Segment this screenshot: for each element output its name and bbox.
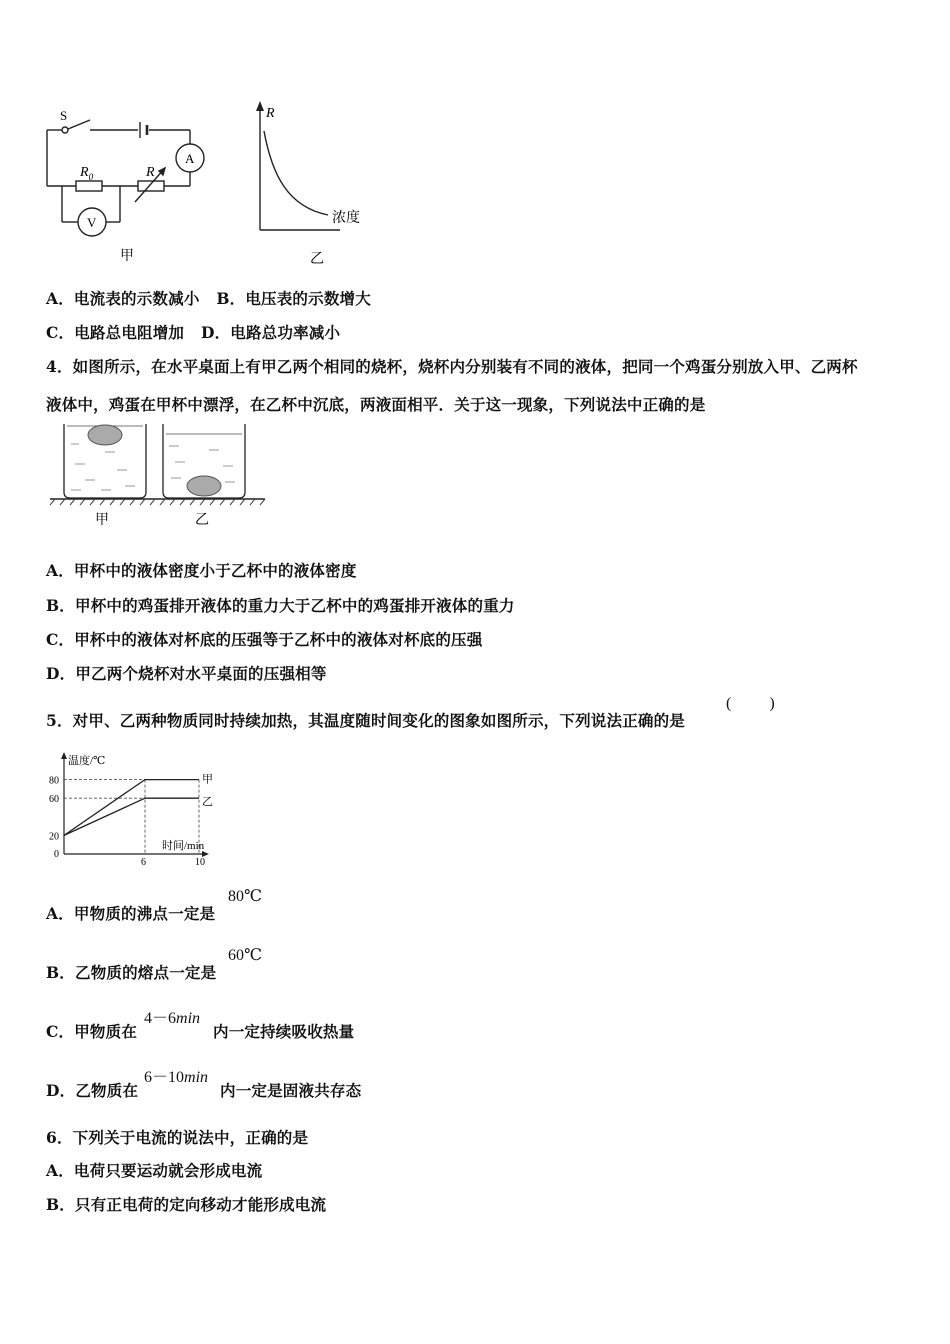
q5-option-c-tail: 内一定持续吸收热量 <box>213 1022 355 1041</box>
series-label-2: 乙 <box>202 796 213 809</box>
q5-option-d: D．乙物质在 <box>46 1081 139 1100</box>
y-tick-0: 0 <box>54 849 59 860</box>
q5-answer-paren: ( ) <box>726 695 775 712</box>
q4-stem-line2: 液体中，鸡蛋在甲杯中漂浮，在乙杯中沉底，两液面相平．关于这一现象，下列说法中正确的是 <box>46 395 706 414</box>
sunken-egg <box>187 476 221 496</box>
x-tick-10: 10 <box>195 857 205 866</box>
q3-options-row2 <box>46 321 340 343</box>
temperature-time-chart <box>40 748 220 866</box>
caption-jia: 甲 <box>120 249 134 264</box>
r0-label: $R_0$ <box>80 165 94 182</box>
y-tick-60: 60 <box>49 794 59 806</box>
chart-y-label: 温度/℃ <box>68 755 106 767</box>
q4-option-c: C．甲杯中的液体对杯底的压强等于乙杯中的液体对杯底的压强 <box>46 630 483 649</box>
caption-yi: 乙 <box>310 252 324 267</box>
q5-option-a-value: 80℃ <box>228 888 262 905</box>
q6-option-a: A．电荷只要运动就会形成电流 <box>46 1161 263 1180</box>
q5-stem: 5．对甲、乙两种物质同时持续加热，其温度随时间变化的图象如图所示，下列说法正确的是 <box>46 711 685 730</box>
q3-option-a: A．电流表的示数减小 <box>46 289 200 308</box>
graph-y-label: R <box>266 106 275 121</box>
q5-option-b: B．乙物质的熔点一定是 <box>46 963 217 982</box>
series-label-1: 甲 <box>202 773 213 786</box>
q3-option-d: D．电路总功率减小 <box>200 323 341 342</box>
ammeter-label: A <box>185 151 195 166</box>
q3-options-row1 <box>46 287 371 309</box>
q5-option-b-value: 60℃ <box>228 947 262 964</box>
beaker-label-yi: 乙 <box>195 513 209 528</box>
q4-option-a: A．甲杯中的液体密度小于乙杯中的液体密度 <box>46 561 357 580</box>
q3-option-b: B．电压表的示数增大 <box>216 289 371 308</box>
q4-option-b: B．甲杯中的鸡蛋排开液体的重力大于乙杯中的鸡蛋排开液体的重力 <box>46 596 515 615</box>
q3-option-c: C．电路总电阻增加 <box>46 323 185 342</box>
resistance-concentration-graph <box>240 95 380 270</box>
x-tick-6: 6 <box>141 857 146 866</box>
q6-option-b: B．只有正电荷的定向移动才能形成电流 <box>46 1195 327 1214</box>
q4-stem-line1: 4．如图所示，在水平桌面上有甲乙两个相同的烧杯，烧杯内分别装有不同的液体，把同一个鸡蛋分别放入甲、乙两杯 <box>46 357 858 376</box>
y-tick-80: 80 <box>49 775 59 787</box>
circuit-diagram <box>40 100 220 272</box>
series-line-2 <box>64 798 199 835</box>
q6-stem: 6．下列关于电流的说法中，正确的是 <box>46 1128 309 1147</box>
series-line-1 <box>64 780 199 836</box>
graph-x-label: 浓度 <box>332 211 360 226</box>
q5-option-d-range: 6－10min <box>144 1069 209 1086</box>
q5-option-d-tail: 内一定是固液共存态 <box>220 1081 362 1100</box>
q5-option-c: C．甲物质在 <box>46 1022 138 1041</box>
y-tick-20: 20 <box>49 831 59 843</box>
floating-egg <box>88 425 122 445</box>
q4-option-d: D．甲乙两个烧杯对水平桌面的压强相等 <box>46 664 327 683</box>
beaker-figure <box>45 418 270 533</box>
q5-option-a: A．甲物质的沸点一定是 <box>46 904 216 923</box>
chart-x-label: 时间/min <box>162 840 205 852</box>
r-label: R <box>146 165 155 180</box>
switch-label: S <box>60 108 68 123</box>
q5-option-c-range: 4－6min <box>144 1010 201 1027</box>
voltmeter-label: V <box>87 215 97 230</box>
beaker-label-jia: 甲 <box>95 513 109 528</box>
